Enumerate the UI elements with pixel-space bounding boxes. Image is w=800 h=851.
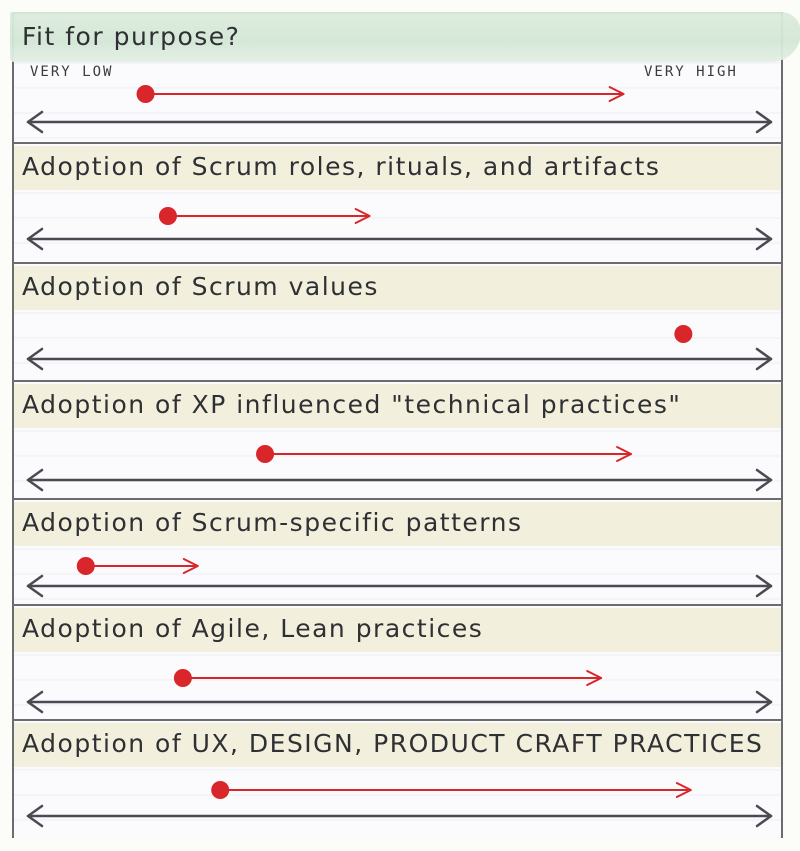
row-xp-technical-practices bbox=[14, 382, 781, 500]
very-high-label: VERY HIGH bbox=[644, 64, 738, 80]
rating-track bbox=[14, 721, 785, 840]
row-ux-design-craft bbox=[14, 721, 781, 840]
row-title: Adoption of Scrum roles, rituals, and artifacts bbox=[22, 152, 661, 181]
current-rating-dot bbox=[159, 207, 177, 225]
very-low-label: VERY LOW bbox=[30, 64, 114, 80]
current-rating-dot bbox=[137, 85, 155, 103]
row-title: Adoption of Agile, Lean practices bbox=[22, 614, 484, 643]
row-scrum-specific-patterns bbox=[14, 500, 781, 606]
rating-track bbox=[14, 264, 785, 382]
row-fit-for-purpose bbox=[14, 14, 781, 144]
current-rating-dot bbox=[211, 781, 229, 799]
current-rating-dot bbox=[77, 557, 95, 575]
rating-track bbox=[14, 382, 785, 500]
row-title: Adoption of Scrum-specific patterns bbox=[22, 508, 523, 537]
row-scrum-roles bbox=[14, 144, 781, 264]
rating-track bbox=[14, 144, 785, 264]
row-title: Adoption of XP influenced "technical practices" bbox=[22, 390, 682, 419]
current-rating-dot bbox=[174, 669, 192, 687]
rating-track bbox=[14, 14, 785, 144]
current-rating-dot bbox=[674, 325, 692, 343]
rating-track bbox=[14, 500, 785, 606]
row-title: Fit for purpose? bbox=[22, 22, 241, 51]
assessment-board bbox=[12, 12, 783, 838]
row-title: Adoption of Scrum values bbox=[22, 272, 379, 301]
current-rating-dot bbox=[256, 445, 274, 463]
row-agile-lean-practices bbox=[14, 606, 781, 721]
row-title: Adoption of UX, DESIGN, PRODUCT CRAFT PRACTICES bbox=[22, 729, 764, 758]
rating-track bbox=[14, 606, 785, 721]
row-scrum-values bbox=[14, 264, 781, 382]
